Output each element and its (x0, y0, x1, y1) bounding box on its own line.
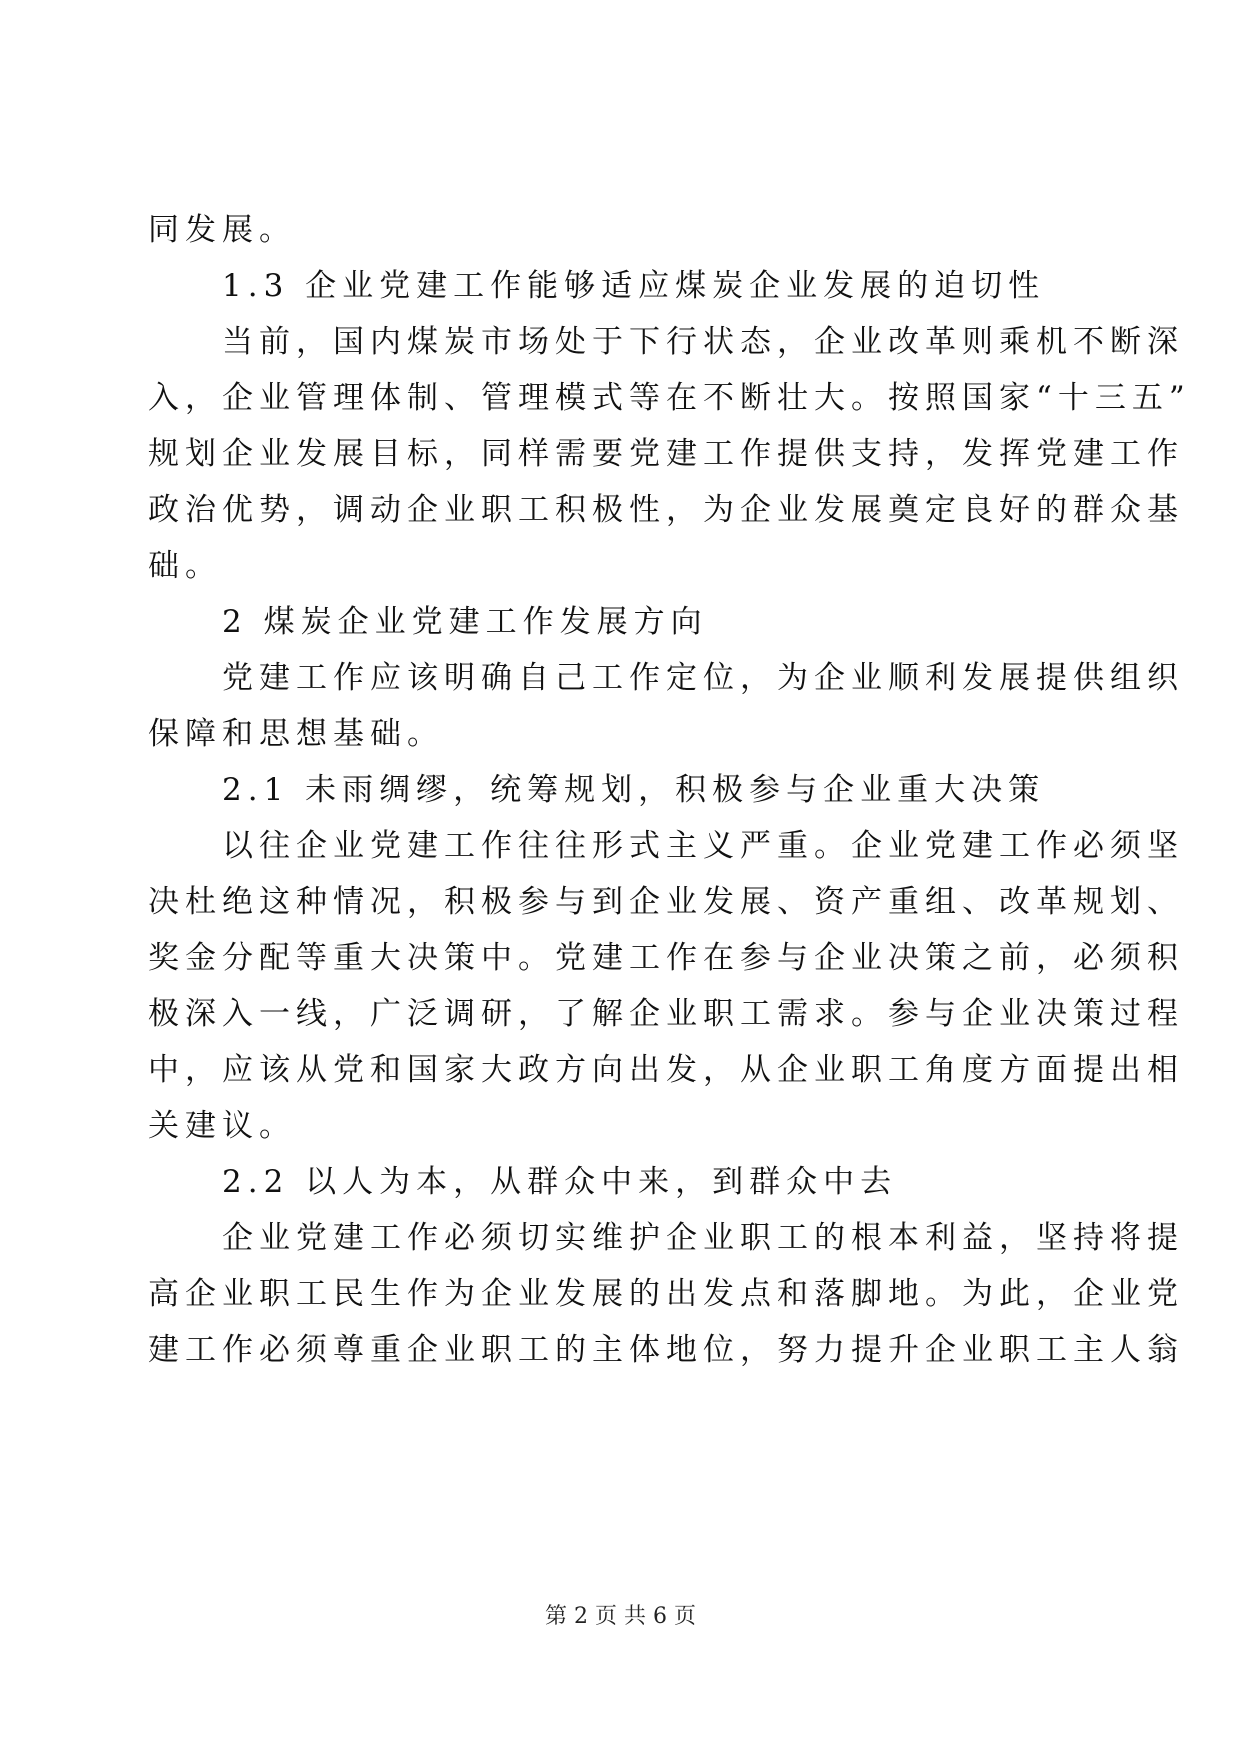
section-heading: 1.3 企业党建工作能够适应煤炭企业发展的迫切性 (148, 268, 1046, 304)
body-line: 础。 (148, 548, 222, 584)
body-line: 以往企业党建工作往往形式主义严重。企业党建工作必须坚 (148, 828, 1184, 864)
body-line: 入，企业管理体制、管理模式等在不断壮大。按照国家“十三五” (148, 380, 1191, 416)
body-line: 当前，国内煤炭市场处于下行状态，企业改革则乘机不断深 (148, 324, 1184, 360)
body-line: 建工作必须尊重企业职工的主体地位，努力提升企业职工主人翁 (148, 1332, 1184, 1368)
section-heading: 2.1 未雨绸缪，统筹规划，积极参与企业重大决策 (148, 772, 1046, 808)
body-line: 极深入一线，广泛调研，了解企业职工需求。参与企业决策过程 (148, 996, 1184, 1032)
body-line: 关建议。 (148, 1108, 296, 1144)
page-number-footer: 第 2 页 共 6 页 (545, 1604, 696, 1629)
section-heading: 2 煤炭企业党建工作发展方向 (148, 604, 708, 640)
body-line: 中，应该从党和国家大政方向出发，从企业职工角度方面提出相 (148, 1052, 1184, 1088)
body-line: 奖金分配等重大决策中。党建工作在参与企业决策之前，必须积 (148, 940, 1184, 976)
body-line: 规划企业发展目标，同样需要党建工作提供支持，发挥党建工作 (148, 436, 1184, 472)
body-line: 政治优势，调动企业职工积极性，为企业发展奠定良好的群众基 (148, 492, 1184, 528)
body-line: 党建工作应该明确自己工作定位，为企业顺利发展提供组织 (148, 660, 1184, 696)
body-line: 企业党建工作必须切实维护企业职工的根本利益，坚持将提 (148, 1220, 1184, 1256)
body-line: 决杜绝这种情况，积极参与到企业发展、资产重组、改革规划、 (148, 884, 1184, 920)
section-heading: 2.2 以人为本，从群众中来，到群众中去 (148, 1164, 898, 1200)
body-line: 同发展。 (148, 212, 296, 248)
body-line: 高企业职工民生作为企业发展的出发点和落脚地。为此，企业党 (148, 1276, 1184, 1312)
body-line: 保障和思想基础。 (148, 716, 444, 752)
